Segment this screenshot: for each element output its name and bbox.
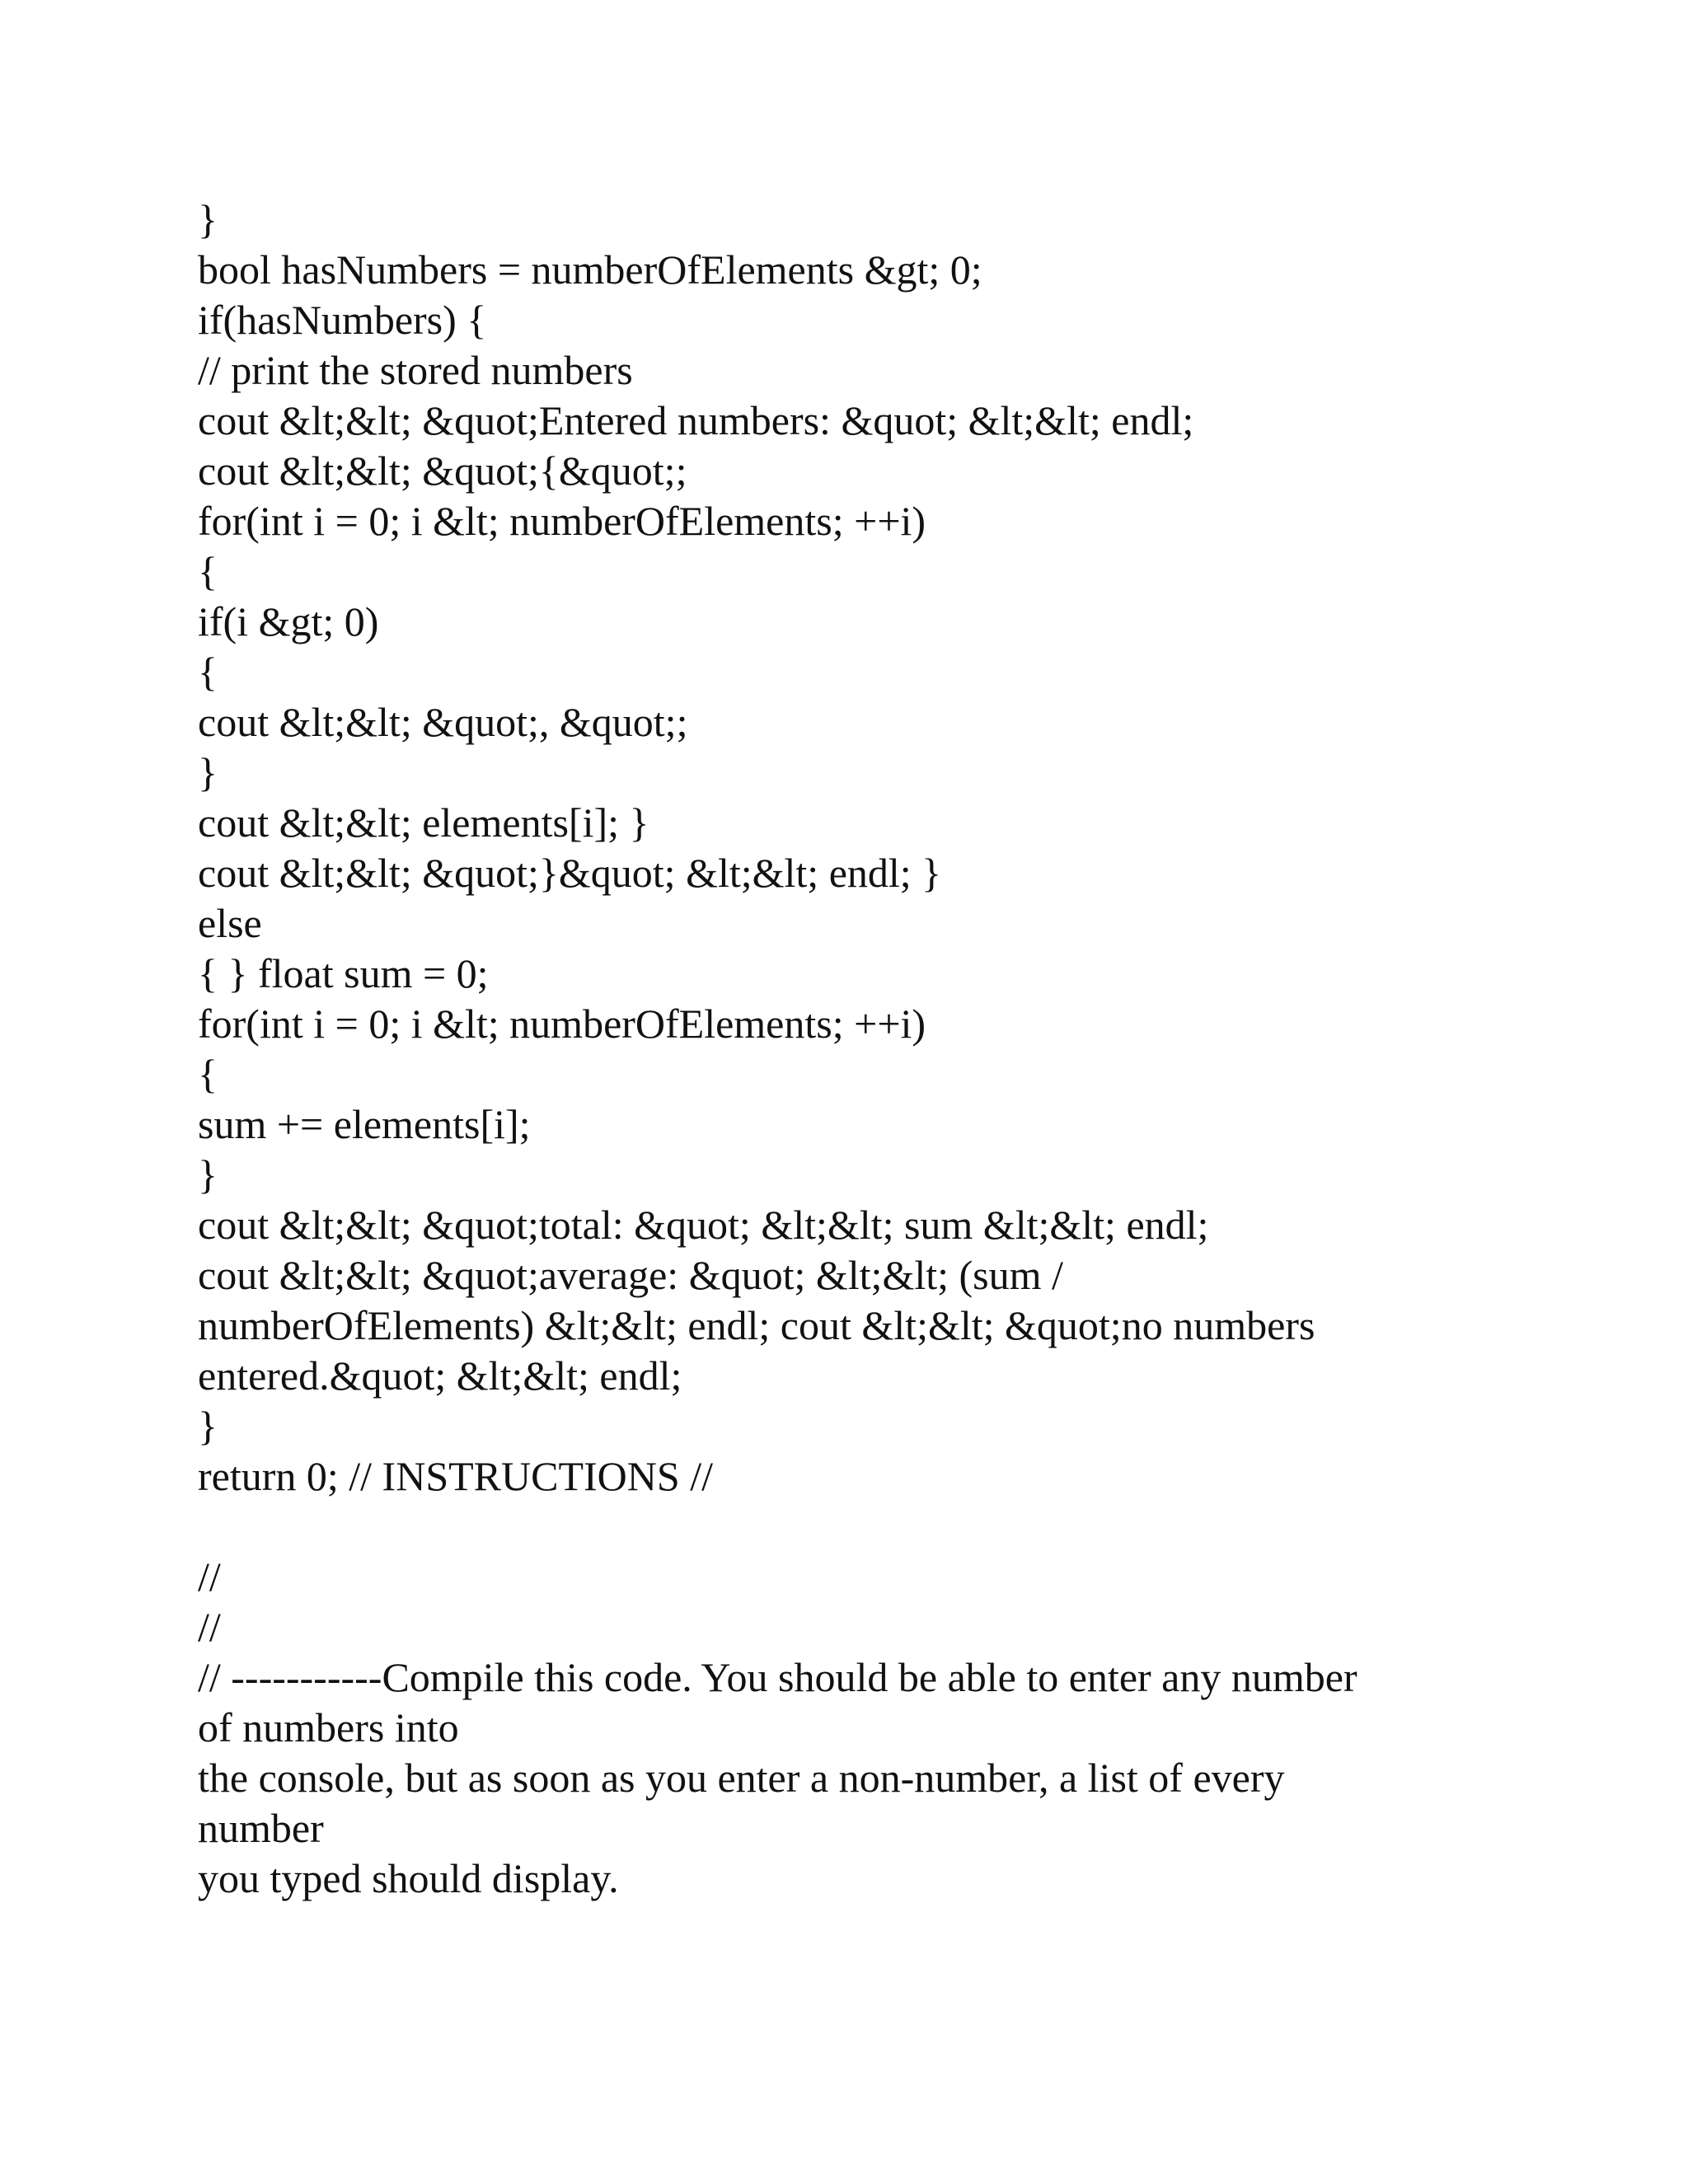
text-line: cout &lt;&lt; &quot;average: &quot; &lt;&lt; (sum / [198, 1252, 1063, 1298]
text-line: bool hasNumbers = numberOfElements &gt; 0; [198, 246, 982, 293]
text-line: cout &lt;&lt; &quot;}&quot; &lt;&lt; endl; } [198, 850, 942, 896]
text-line: { [198, 548, 218, 594]
text-line: of numbers into [198, 1704, 459, 1750]
text-line: // print the stored numbers [198, 347, 633, 393]
text-line: if(hasNumbers) { [198, 297, 487, 343]
text-line: // [198, 1604, 221, 1650]
text-line: number [198, 1805, 324, 1851]
text-line: for(int i = 0; i &lt; numberOfElements; ++i) [198, 1001, 926, 1047]
text-line: for(int i = 0; i &lt; numberOfElements; ++i) [198, 498, 926, 544]
text-line: you typed should display. [198, 1855, 619, 1901]
text-line: numberOfElements) &lt;&lt; endl; cout &lt;&lt; &quot;no numbers [198, 1302, 1315, 1348]
text-line: { [198, 649, 218, 695]
text-line: cout &lt;&lt; elements[i]; } [198, 799, 649, 846]
text-line: the console, but as soon as you enter a non-number, a list of every [198, 1755, 1285, 1801]
text-line: if(i &gt; 0) [198, 598, 379, 644]
text-line: } [198, 749, 218, 795]
text-line: } [198, 196, 218, 242]
code-text-block [198, 194, 1517, 1904]
text-line: // [198, 1554, 221, 1600]
text-line: sum += elements[i]; [198, 1101, 531, 1147]
text-line: { } float sum = 0; [198, 950, 489, 996]
text-line: return 0; // INSTRUCTIONS // [198, 1453, 713, 1499]
text-line: cout &lt;&lt; &quot;{&quot;; [198, 448, 687, 494]
text-line: } [198, 1403, 218, 1449]
text-line: cout &lt;&lt; &quot;Entered numbers: &quot; &lt;&lt; endl; [198, 397, 1194, 443]
text-line: } [198, 1151, 218, 1197]
text-line: { [198, 1051, 218, 1097]
text-line: entered.&quot; &lt;&lt; endl; [198, 1352, 682, 1399]
blank-line [198, 1502, 1517, 1552]
text-line: cout &lt;&lt; &quot;, &quot;; [198, 699, 688, 745]
text-line: else [198, 900, 262, 946]
text-line: cout &lt;&lt; &quot;total: &quot; &lt;&lt; sum &lt;&lt; endl; [198, 1202, 1209, 1248]
text-line: // -----------Compile this code. You should be able to enter any number [198, 1654, 1357, 1700]
